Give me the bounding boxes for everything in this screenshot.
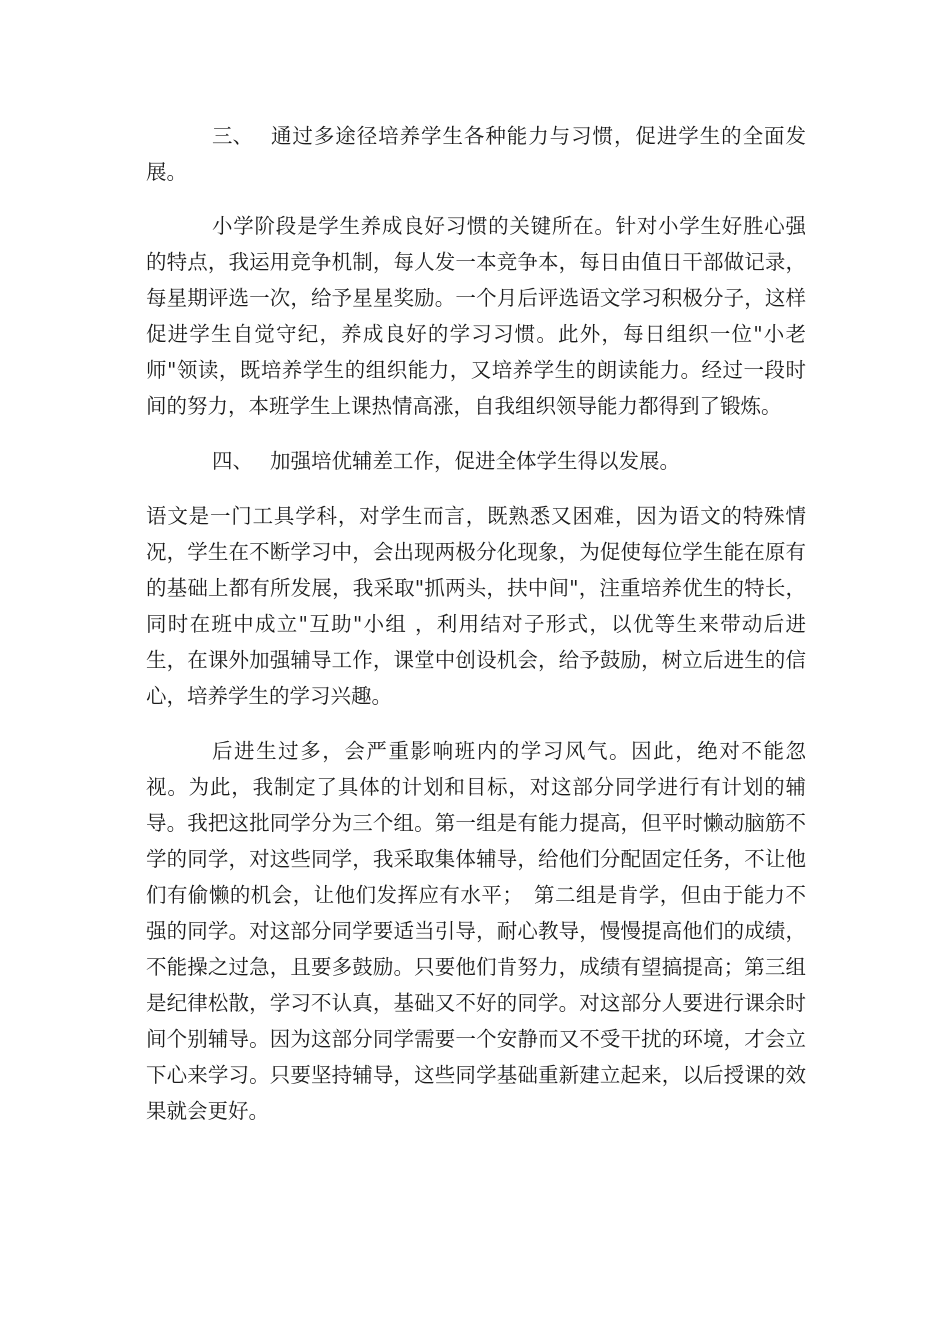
document-body	[146, 118, 806, 1129]
section-number-4: 四、	[212, 449, 253, 473]
paragraph-tutoring: 语文是一门工具学科，对学生而言，既熟悉又困难，因为语文的特殊情况，学生在不断学习中，会出现两极分化现象，为促使每位学生能在原有的基础上都有所发展，我采取"抓两头，扶中间"，注重培养优生的特长，同时在班中成立"互助"小组 ，利用结对子形式，以优等生来带动后进生，在课外加强辅导工作，课堂中创设机会，给予鼓励，树立后进生的信心，培养学生的学习兴趣。	[146, 504, 806, 708]
paragraph-groups: 后进生过多，会严重影响班内的学习风气。因此，绝对不能忽视。为此，我制定了具体的计划和目标，对这部分同学进行有计划的辅导。我把这批同学分为三个组。第一组是有能力提高，但平时懒动脑筋不学的同学，对这些同学，我采取集体辅导，给他们分配固定任务，不让他们有偷懒的机会，让他们发挥应有水平； 第二组是肯学，但由于能力不强的同学。对这部分同学要适当引导，耐心教导，慢慢提高他们的成绩，不能操之过急，且要多鼓励。只要他们肯努力，成绩有望搞提高；第三组是纪律松散，学习不认真，基础又不好的同学。对这部分人要进行课余时间个别辅导。因为这部分同学需要一个安静而又不受干扰的环境，才会立下心来学习。只要坚持辅导，这些同学基础重新建立起来，以后授课的效果就会更好。	[146, 739, 806, 1123]
section-heading-3	[146, 118, 806, 190]
section-number-3: 三、	[212, 124, 253, 148]
section-title-4: 加强培优辅差工作，促进全体学生得以发展。	[270, 449, 680, 473]
section-title-3: 通过多途径培养学生各种能力与习惯，促进学生的全面发展。	[146, 124, 806, 184]
paragraph-habits: 小学阶段是学生养成良好习惯的关键所在。针对小学生好胜心强的特点，我运用竞争机制，每人发一本竞争本，每日由值日干部做记录，每星期评选一次，给予星星奖励。一个月后评选语文学习积极分子，这样促进学生自觉守纪，养成良好的学习习惯。此外，每日组织一位"小老师"领读，既培养学生的组织能力，又培养学生的朗读能力。经过一段时间的努力，本班学生上课热情高涨，自我组织领导能力都得到了锻炼。	[146, 214, 806, 418]
section-heading-4	[146, 443, 806, 479]
